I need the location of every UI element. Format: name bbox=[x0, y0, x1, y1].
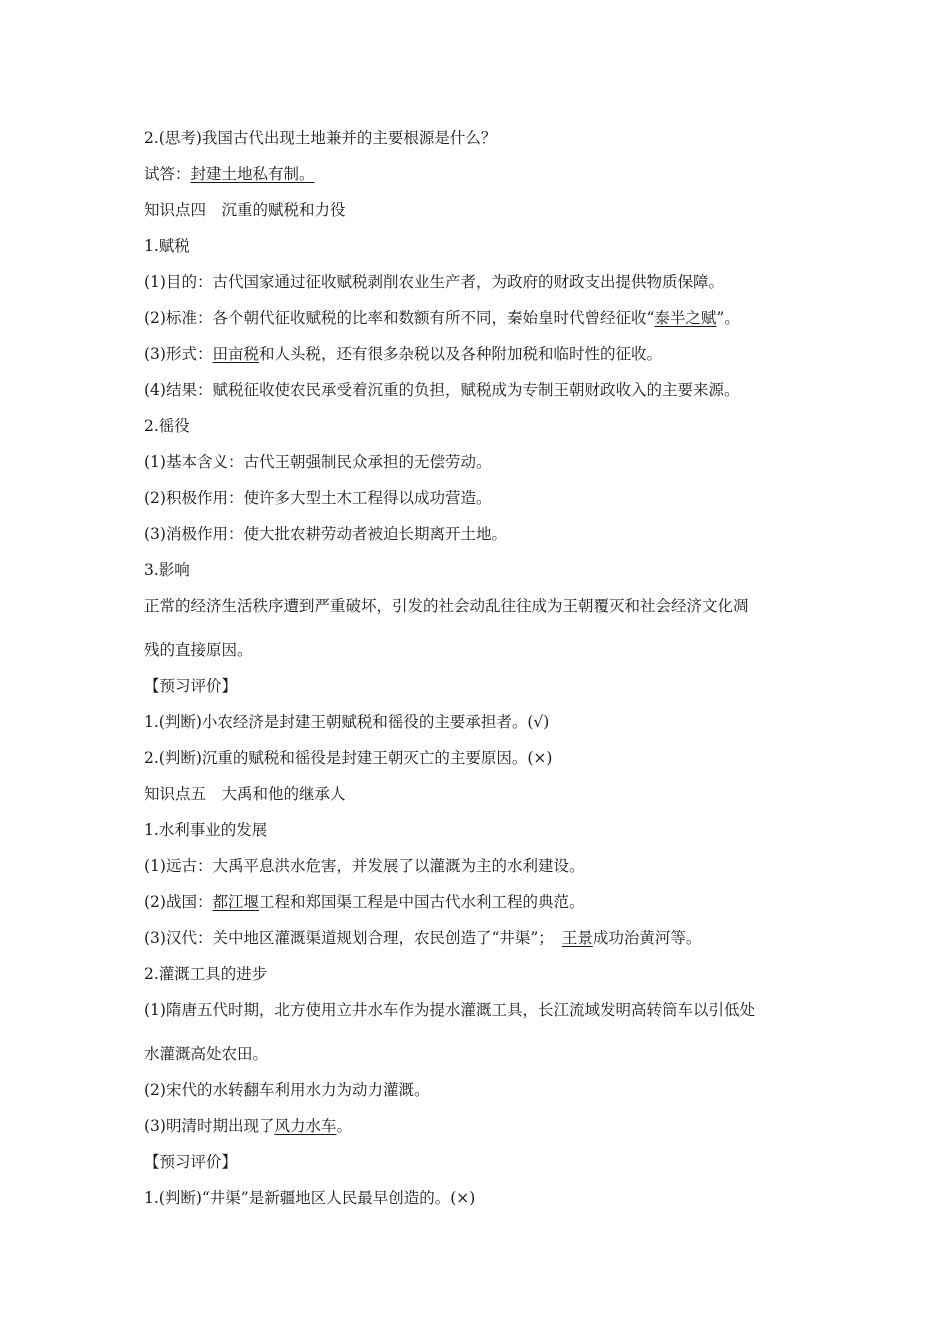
answer-prefix: 试答： bbox=[144, 165, 191, 183]
tax-standard-end: ”。 bbox=[716, 309, 740, 327]
tools-song: (2)宋代的水转翻车利用水力为动力灌溉。 bbox=[144, 1081, 430, 1099]
answer-line bbox=[144, 156, 824, 192]
judgment-1: 1.(判断)小农经济是封建王朝赋税和徭役的主要承担者。(√) bbox=[144, 713, 550, 731]
preview-evaluation-heading-2: 【预习评价】 bbox=[144, 1153, 238, 1171]
tools-mq-end: 。 bbox=[336, 1117, 352, 1135]
water-han bbox=[144, 920, 824, 956]
tax-purpose: (1)目的：古代国家通过征收赋税剥削农业生产者，为政府的财政支出提供物质保障。 bbox=[144, 273, 724, 291]
tax-standard-answer: 泰半之赋 bbox=[654, 309, 717, 327]
water-ws-prefix: (2)战国： bbox=[144, 893, 213, 911]
water-han-answer: 王景 bbox=[561, 929, 593, 947]
corvee-meaning: (1)基本含义：古代王朝强制民众承担的无偿劳动。 bbox=[144, 453, 492, 471]
document-page bbox=[144, 120, 824, 1216]
question-2-think: 2.(思考)我国古代出现土地兼并的主要根源是什么？ bbox=[144, 129, 497, 147]
tools-sui-tang-1: (1)隋唐五代时期，北方使用立井水车作为提水灌溉工具，长江流域发明高转筒车以引低处 bbox=[144, 1001, 755, 1019]
judgment-3: 1.(判断)“井渠”是新疆地区人民最早创造的。(×) bbox=[144, 1189, 476, 1207]
tools-mq-prefix: (3)明清时期出现了 bbox=[144, 1117, 275, 1135]
tax-result: (4)结果：赋税征收使农民承受着沉重的负担，赋税成为专制王朝财政收入的主要来源。 bbox=[144, 381, 740, 399]
preview-evaluation-heading: 【预习评价】 bbox=[144, 677, 238, 695]
tax-standard bbox=[144, 300, 824, 336]
tools-ming-qing bbox=[144, 1108, 824, 1144]
subheading-irrigation-tools: 2.灌溉工具的进步 bbox=[144, 965, 268, 983]
tax-standard-text: (2)标准：各个朝代征收赋税的比率和数额有所不同，秦始皇时代曾经征收“ bbox=[144, 309, 655, 327]
water-han-text: (3)汉代：关中地区灌溉渠道规划合理，农民创造了“井渠”； bbox=[144, 929, 554, 947]
tax-form-text: 和人头税，还有很多杂税以及各种附加税和临时性的征收。 bbox=[258, 345, 662, 363]
water-han-end: 成功治黄河等。 bbox=[592, 929, 702, 947]
subheading-water: 1.水利事业的发展 bbox=[144, 821, 268, 839]
corvee-positive: (2)积极作用：使许多大型土木工程得以成功营造。 bbox=[144, 489, 492, 507]
tax-form-prefix: (3)形式： bbox=[144, 345, 213, 363]
section-heading-5: 知识点五 大禹和他的继承人 bbox=[144, 785, 346, 803]
subheading-impact: 3.影响 bbox=[144, 561, 190, 579]
tax-form bbox=[144, 336, 824, 372]
judgment-2: 2.(判断)沉重的赋税和徭役是封建王朝灭亡的主要原因。(×) bbox=[144, 749, 553, 767]
subheading-taxes: 1.赋税 bbox=[144, 237, 190, 255]
answer-text: 封建土地私有制。 bbox=[190, 165, 315, 183]
water-ws-answer: 都江堰 bbox=[212, 893, 259, 911]
tools-sui-tang-2: 水灌溉高处农田。 bbox=[144, 1045, 269, 1063]
section-heading-4: 知识点四 沉重的赋税和力役 bbox=[144, 201, 346, 219]
corvee-negative: (3)消极作用：使大批农耕劳动者被迫长期离开土地。 bbox=[144, 525, 507, 543]
subheading-corvee: 2.徭役 bbox=[144, 417, 190, 435]
tax-form-answer: 田亩税 bbox=[212, 345, 259, 363]
water-ancient: (1)远古：大禹平息洪水危害，并发展了以灌溉为主的水利建设。 bbox=[144, 857, 585, 875]
impact-text-1: 正常的经济生活秩序遭到严重破坏，引发的社会动乱往往成为王朝覆灭和社会经济文化凋 bbox=[144, 597, 749, 615]
impact-text-2: 残的直接原因。 bbox=[144, 641, 253, 659]
tools-mq-answer: 风力水车 bbox=[274, 1117, 337, 1135]
water-ws-text: 工程和郑国渠工程是中国古代水利工程的典范。 bbox=[258, 893, 585, 911]
water-warring-states bbox=[144, 884, 824, 920]
